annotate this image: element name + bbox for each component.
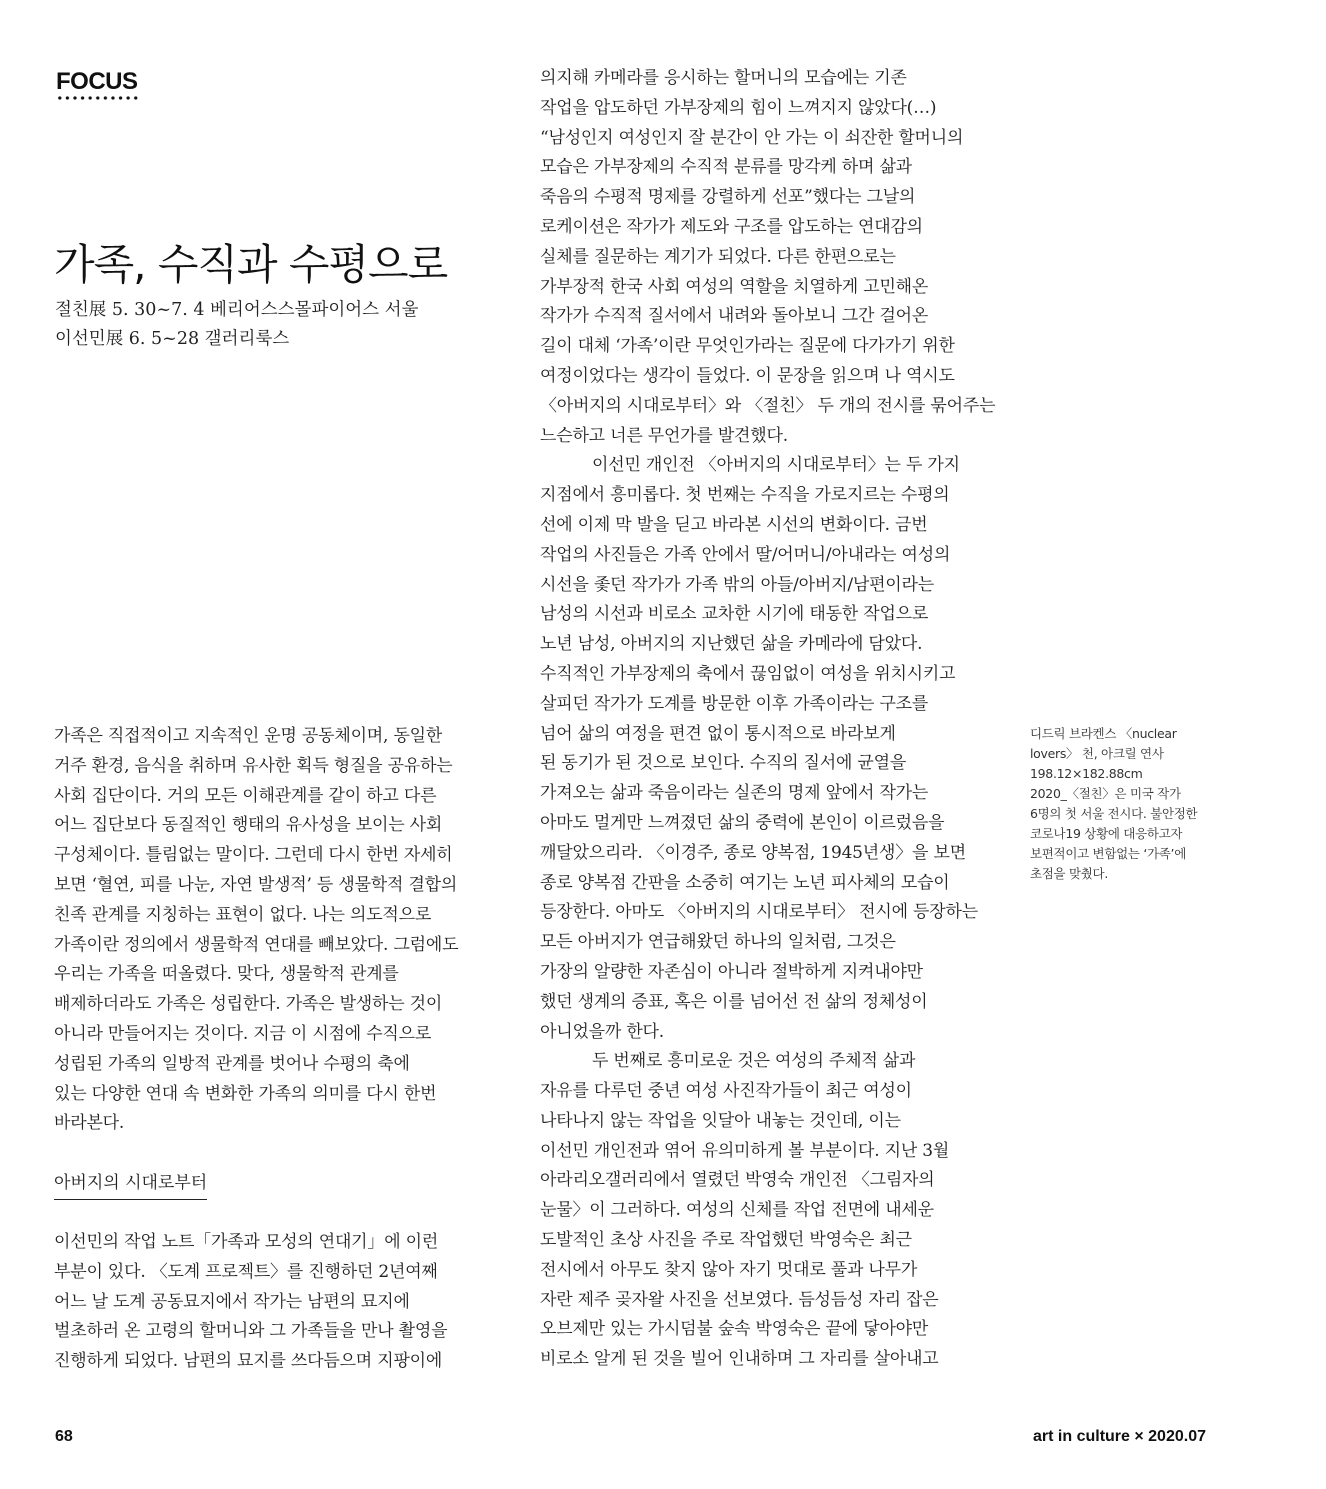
image-caption	[1030, 724, 1210, 884]
text-line: 모습은 가부장제의 수직적 분류를 망각케 하며 삶과	[540, 157, 912, 178]
text-line: 작업의 사진들은 가족 안에서 딸/어머니/아내라는 여성의	[540, 544, 951, 565]
text-line: 살피던 작가가 도계를 방문한 이후 가족이라는 구조를	[540, 693, 929, 714]
text-line: 수직적인 가부장제의 축에서 끊임없이 여성을 위치시키고	[540, 663, 956, 684]
text-line: 넘어 삶의 여정을 편견 없이 통시적으로 바라보게	[540, 723, 896, 744]
text-line: 진행하게 되었다. 남편의 묘지를 쓰다듬으며 지팡이에	[54, 1351, 443, 1372]
caption-line: 198.12×182.88cm	[1030, 766, 1143, 781]
text-line: 이선민 개인전과 엮어 유의미하게 볼 부분이다. 지난 3월	[540, 1140, 950, 1161]
exhibition-info	[55, 296, 418, 354]
text-line: 아니었을까 한다.	[540, 1021, 664, 1042]
exhibition-line: 이선민展 6. 5~28 갤러리룩스	[55, 329, 290, 349]
text-line: 가져오는 삶과 죽음이라는 실존의 명제 앞에서 작가는	[540, 783, 929, 804]
caption-line: 코로나19 상황에 대응하고자	[1030, 826, 1183, 841]
text-line: 가장의 알량한 자존심이 아니라 절박하게 지켜내야만	[540, 961, 923, 982]
text-line: 배제하더라도 가족은 성립한다. 가족은 발생하는 것이	[54, 994, 443, 1015]
text-line: 깨달았으리라. 〈이경주, 종로 양복점, 1945년생〉을 보면	[540, 842, 966, 863]
text-line: 도발적인 초상 사진을 주로 작업했던 박영숙은 최근	[540, 1230, 912, 1251]
article-title: 가족, 수직과 수평으로	[54, 240, 448, 289]
body-paragraph	[54, 1228, 447, 1377]
magazine-footer: art in culture × 2020.07	[1033, 1428, 1206, 1445]
text-line: “남성인지 여성인지 잘 분간이 안 가는 이 쇠잔한 할머니의	[540, 127, 964, 148]
text-line: 전시에서 아무도 찾지 않아 자기 멋대로 풀과 나무가	[540, 1259, 918, 1280]
text-line: 모든 아버지가 연급해왔던 하나의 일처럼, 그것은	[540, 932, 896, 953]
text-line: 여정이었다는 생각이 들었다. 이 문장을 읽으며 나 역시도	[540, 365, 955, 386]
caption-line: 디드릭 브라켄스 〈nuclear	[1030, 726, 1177, 741]
intro-paragraph	[54, 722, 458, 1139]
section-label-underline	[56, 96, 138, 100]
text-line: 죽음의 수평적 명제를 강렬하게 선포”했다는 그날의	[540, 187, 916, 208]
text-line: 자란 제주 곶자왈 사진을 선보였다. 듬성듬성 자리 잡은	[540, 1289, 939, 1310]
section-label: FOCUS	[56, 68, 138, 95]
text-line: 로케이션은 작가가 제도와 구조를 압도하는 연대감의	[540, 216, 923, 237]
page-number: 68	[55, 1428, 73, 1445]
text-line: 거주 환경, 음식을 취하며 유사한 획득 형질을 공유하는	[54, 755, 453, 776]
text-line: 아라리오갤러리에서 열렸던 박영숙 개인전 〈그림자의	[540, 1170, 935, 1191]
text-line: 선에 이제 막 발을 딛고 바라본 시선의 변화이다. 금번	[540, 514, 928, 535]
text-line: 나타나지 않는 작업을 잇달아 내놓는 것인데, 이는	[540, 1110, 901, 1131]
text-line: 의지해 카메라를 응시하는 할머니의 모습에는 기존	[540, 68, 907, 88]
text-line: 친족 관계를 지칭하는 표현이 없다. 나는 의도적으로	[54, 904, 432, 925]
text-line: 가부장적 한국 사회 여성의 역할을 치열하게 고민해온	[540, 276, 929, 297]
text-line: 실체를 질문하는 계기가 되었다. 다른 한편으로는	[540, 246, 896, 267]
text-line: 부분이 있다. 〈도계 프로젝트〉를 진행하던 2년여째	[54, 1261, 438, 1282]
text-line: 바라본다.	[54, 1113, 125, 1134]
caption-line: 2020_〈절친〉은 미국 작가	[1030, 786, 1181, 801]
text-line: 눈물〉이 그러하다. 여성의 신체를 작업 전면에 내세운	[540, 1200, 934, 1221]
section-subheading: 아버지의 시대로부터	[54, 1168, 207, 1200]
text-line: 느슨하고 너른 무언가를 발견했다.	[540, 425, 788, 446]
text-line: 구성체이다. 틀림없는 말이다. 그런데 다시 한번 자세히	[54, 845, 453, 866]
text-line: 이선민의 작업 노트「가족과 모성의 연대기」에 이런	[54, 1232, 439, 1252]
text-line: 등장한다. 아마도 〈아버지의 시대로부터〉 전시에 등장하는	[540, 902, 978, 923]
text-line: 두 번째로 흥미로운 것은 여성의 주체적 삶과	[592, 1051, 916, 1072]
middle-column	[540, 64, 995, 1375]
text-line: 〈아버지의 시대로부터〉와 〈절친〉 두 개의 전시를 묶어주는	[540, 395, 996, 416]
text-line: 작업을 압도하던 가부장제의 힘이 느껴지지 않았다(…)	[540, 97, 937, 118]
caption-line: lovers〉 천, 아크릴 연사	[1030, 746, 1164, 761]
text-line: 오브제만 있는 가시덤불 숲속 박영숙은 끝에 닿아야만	[540, 1319, 929, 1340]
text-line: 아니라 만들어지는 것이다. 지금 이 시점에 수직으로	[54, 1023, 432, 1044]
text-line: 어느 집단보다 동질적인 행태의 유사성을 보이는 사회	[54, 815, 443, 836]
text-line: 길이 대체 ‘가족’이란 무엇인가라는 질문에 다가가기 위한	[540, 336, 955, 357]
text-line: 남성의 시선과 비로소 교차한 시기에 태동한 작업으로	[540, 604, 929, 625]
text-line: 된 동기가 된 것으로 보인다. 수직의 질서에 균열을	[540, 753, 907, 774]
text-line: 했던 생계의 증표, 혹은 이를 넘어선 전 삶의 정체성이	[540, 991, 928, 1012]
text-line: 성립된 가족의 일방적 관계를 벗어나 수평의 축에	[54, 1053, 410, 1074]
text-line: 노년 남성, 아버지의 지난했던 삶을 카메라에 담았다.	[540, 634, 923, 655]
text-line: 자유를 다루던 중년 여성 사진작가들이 최근 여성이	[540, 1081, 912, 1102]
text-line: 이선민 개인전 〈아버지의 시대로부터〉는 두 가지	[592, 455, 960, 476]
text-line: 우리는 가족을 떠올렸다. 맞다, 생물학적 관계를	[54, 964, 399, 985]
text-line: 벌초하러 온 고령의 할머니와 그 가족들을 만나 촬영을	[54, 1321, 448, 1342]
text-line: 시선을 좇던 작가가 가족 밖의 아들/아버지/남편이라는	[540, 574, 934, 595]
exhibition-line: 절친展 5. 30~7. 4 베리어스스몰파이어스 서울	[55, 300, 419, 320]
caption-line: 초점을 맞췄다.	[1030, 866, 1108, 881]
text-line: 있는 다양한 연대 속 변화한 가족의 의미를 다시 한번	[54, 1083, 437, 1104]
text-line: 아마도 멀게만 느껴졌던 삶의 중력에 본인이 이르렀음을	[540, 812, 945, 833]
text-line: 지점에서 흥미롭다. 첫 번째는 수직을 가로지르는 수평의	[540, 485, 950, 506]
text-line: 사회 집단이다. 거의 모든 이해관계를 같이 하고 다른	[54, 785, 437, 806]
caption-line: 6명의 첫 서울 전시다. 불안정한	[1030, 806, 1198, 821]
text-line: 작가가 수직적 질서에서 내려와 돌아보니 그간 걸어온	[540, 306, 929, 327]
caption-line: 보편적이고 변함없는 ‘가족’에	[1030, 846, 1186, 861]
text-line: 가족은 직접적이고 지속적인 운명 공동체이며, 동일한	[54, 726, 443, 746]
text-line: 비로소 알게 된 것을 빌어 인내하며 그 자리를 살아내고	[540, 1349, 939, 1370]
text-line: 보면 ‘혈연, 피를 나눈, 자연 발생적’ 등 생물학적 결합의	[54, 874, 458, 895]
text-line: 가족이란 정의에서 생물학적 연대를 빼보았다. 그럼에도	[54, 934, 459, 955]
text-line: 어느 날 도계 공동묘지에서 작가는 남편의 묘지에	[54, 1291, 410, 1312]
text-line: 종로 양복점 간판을 소중히 여기는 노년 피사체의 모습이	[540, 872, 950, 893]
